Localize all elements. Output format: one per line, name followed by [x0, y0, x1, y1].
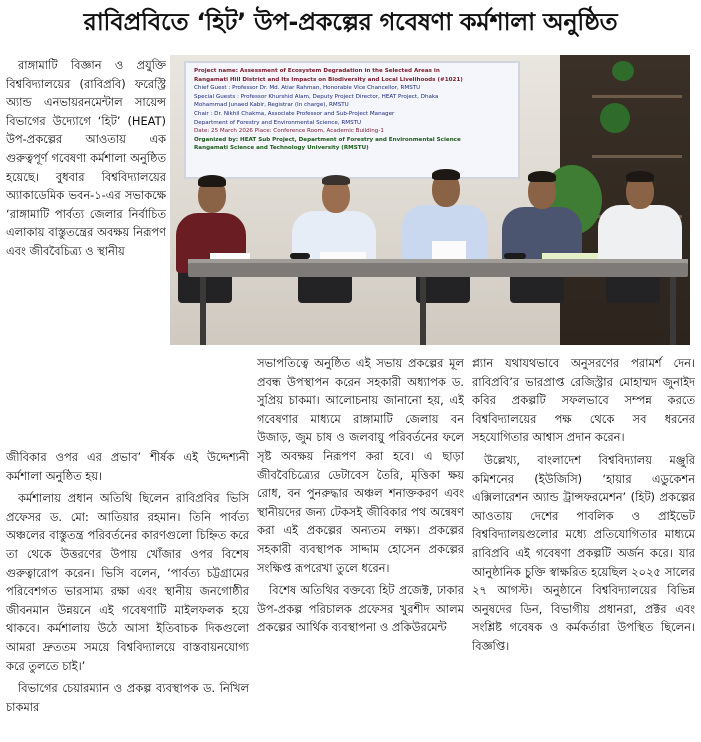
- banner-line: Special Guests : Professor Khurshid Alam, Deputy Project Director, HEAT Project, Dhaka: [194, 93, 439, 100]
- hair: [626, 171, 654, 182]
- banner-line: Mohammad Junaed Kabir, Registrar (In charge), RMSTU: [194, 102, 349, 109]
- banner-line: Department of Forestry and Environmental Science, RMSTU: [194, 119, 362, 126]
- banner-line: Organized by: HEAT Sub Project, Department of Forestry and Environmental Science: [194, 136, 461, 143]
- article-column-2: [257, 354, 464, 738]
- article-headline: রাবিপ্রবিতে ‘হিট’ উপ-প্রকল্পের গবেষণা কর্মশালা অনুষ্ঠিত: [83, 8, 618, 36]
- papers: [210, 253, 250, 259]
- banner-line: Rangamati Science and Technology University (RMSTU): [194, 145, 369, 152]
- banner-line: Chief Guest : Professor Dr. Md. Atiar Rahman, Honorable Vice Chancellor, RMSTU: [194, 85, 421, 92]
- paragraph: জীবিকার ওপর এর প্রভাব’ শীর্ষক এই উদ্দেশ্যনী কর্মশালা অনুষ্ঠিত হয়।: [6, 450, 249, 483]
- banner-line: Project name: Assessment of Ecosystem Degradation in the Selected Areas in: [194, 68, 440, 74]
- article-column-3: [472, 354, 695, 738]
- microphone: [290, 253, 310, 259]
- plant: [600, 103, 630, 133]
- shelf-board: [592, 155, 682, 158]
- event-photo: [170, 55, 690, 345]
- paragraph: উল্লেখ্য, বাংলাদেশ বিশ্ববিদ্যালয় মঞ্জুরি কমিশনের (ইউজিসি) ‘হায়ার এডুকেশন এক্সিলারেশন অ্যান্ড ট্রান্সফরমেশন’ (হিট) প্রকল্পের আওতায় দেশের পাবলিক ও প্রাইভেট বিশ্ববিদ্যালয়গুলোর মধ্যে প্রতিযোগিতার মাধ্যমে রাবিপ্রবি এই গবেষণা প্রকল্পটি অর্জন করে। যার আনুষ্ঠানিক চুক্তি স্বাক্ষরিত হয়েছিল ২০২৫ সালের ২৭ আগস্ট। অনুষ্ঠানে বিশ্ববিদ্যালয়ের বিভিন্ন অনুষদের ডিন, বিভাগীয় প্রধানরা, প্রক্টর এবং সংশ্লিষ্ট গবেষক ও কর্মকর্তারা উপস্থিত ছিলেন। বিজ্ঞপ্তি।: [472, 452, 695, 653]
- paragraph: সভাপতিত্বে অনুষ্ঠিত এই সভায় প্রকল্পের মূল প্রবন্ধ উপস্থাপন করেন সহকারী অধ্যাপক ড. সুপ্রিয় চাকমা। আলোচনায় জানানো হয়, এই গবেষণার মাধ্যমে রাঙ্গামাটি জেলায় বন উজাড়, জুম চাষ ও জলবায়ু পরিবর্তনের ফলে সৃষ্ট অবক্ষয় নিরূপণ করা হবে। এ ছাড়া জীববৈচিত্র্যের ডেটাবেস তৈরি, মৃত্তিকা ক্ষয় রোধ, বন পুনরুদ্ধার অঞ্চল শনাক্তকরণ এবং স্থানীয়দের জন্য টেকসই জীবিকার পথ অন্বেষণ করা এই প্রকল্পের অন্যতম লক্ষ্য। প্রকল্পের সহকারী ব্যবস্থাপক সাদ্দাম হোসেন প্রকল্পের সংক্ষিপ্ত রূপরেখা তুলে ধরেন।: [257, 356, 464, 575]
- papers: [432, 241, 466, 259]
- plant: [612, 61, 634, 81]
- banner-line: Rangamati Hill District and Its Impacts on Biodiversity and Local Livelihoods (#1021): [194, 76, 463, 83]
- microphone: [504, 253, 526, 259]
- papers: [320, 252, 366, 259]
- paragraph: প্ল্যান যথাযথভাবে অনুসরণের পরামর্শ দেন। রাবিপ্রবি’র ভারপ্রাপ্ত রেজিস্ট্রার মোহাম্মদ জুনাইদ কবির প্রকল্পটি সফলভাবে সম্পন্ন করতে বিশ্ববিদ্যালয়ের পক্ষ থেকে সব ধরনের সহযোগিতার আশ্বাস প্রদান করেন।: [472, 356, 695, 445]
- table-leg: [200, 277, 206, 345]
- paragraph: রাঙ্গামাটি বিজ্ঞান ও প্রযুক্তি বিশ্ববিদ্যালয়ের (রাবিপ্রবি) ফরেস্ট্রি অ্যান্ড এনভায়রনমেন্টাল সায়েন্স বিভাগের উদ্যোগে ‘হিট’ (HEAT) উপ-প্রকল্পের আওতায় এক গুরুত্বপূর্ণ গবেষণা কর্মশালা অনুষ্ঠিত হয়েছে। বুধবার বিশ্ববিদ্যালয়ের অ্যাকাডেমিক ভবন-১-এর সভাকক্ষে ‘রাঙ্গামাটি পার্বত্য জেলার নির্বাচিত এলাকায় বাস্তুতন্ত্রের অবক্ষয় নিরূপণ এবং জীববৈচিত্র্য ও স্থানীয়: [6, 58, 166, 258]
- table-leg: [420, 277, 426, 345]
- article-column-1-lower: [6, 448, 249, 738]
- event-banner: [184, 61, 520, 179]
- hair: [322, 175, 350, 185]
- hair: [528, 171, 556, 182]
- paragraph: কর্মশালায় প্রধান অতিথি ছিলেন রাবিপ্রবির ভিসি প্রফেসর ড. মো: আতিয়ার রহমান। তিনি পার্বত্য অঞ্চলের বাস্তুতন্ত্র পরিবর্তনের কারণগুলো চিহ্নিত করে তা থেকে উত্তরণের উপায় খোঁজার ওপর বিশেষ গুরুত্বারোপ করেন। ভিসি বলেন, ‘পার্বত্য চট্টগ্রামের পরিবেশগত ভারসাম্য রক্ষা এবং স্থানীয় জনগোষ্ঠীর জীবনমান উন্নয়নে এই গবেষণাটি মাইলফলক হয়ে থাকবে। কর্মশালায় উঠে আসা ইতিবাচক দিকগুলো আমরা দ্রুততম সময়ে বিশ্ববিদ্যালয়ে বাস্তবায়নযোগ্য করে তুলতে চাই।’: [6, 491, 249, 673]
- hair: [432, 169, 460, 180]
- hair: [198, 175, 226, 187]
- banner-line: Date: 25 March 2026 Place: Conference Room, Academic Building-1: [194, 128, 384, 135]
- conference-table: [188, 263, 688, 277]
- papers: [542, 253, 598, 259]
- paragraph: বিভাগের চেয়ারম্যান ও প্রকল্প ব্যবস্থাপক ড. নিখিল চাকমার: [6, 681, 249, 714]
- banner-line: Chair : Dr. Nikhil Chakma, Associate Professor and Sub-Project Manager: [194, 110, 395, 117]
- table-leg: [670, 277, 676, 345]
- paragraph: বিশেষ অতিথির বক্তব্যে হিট প্রজেক্ট, ঢাকার উপ-প্রকল্প পরিচালক প্রফেসর খুরশীদ আলম প্রকল্পের আর্থিক ব্যবস্থাপনা ও প্রকিউরমেন্ট: [257, 583, 464, 635]
- article-column-1: [6, 56, 166, 446]
- shelf-board: [592, 95, 682, 98]
